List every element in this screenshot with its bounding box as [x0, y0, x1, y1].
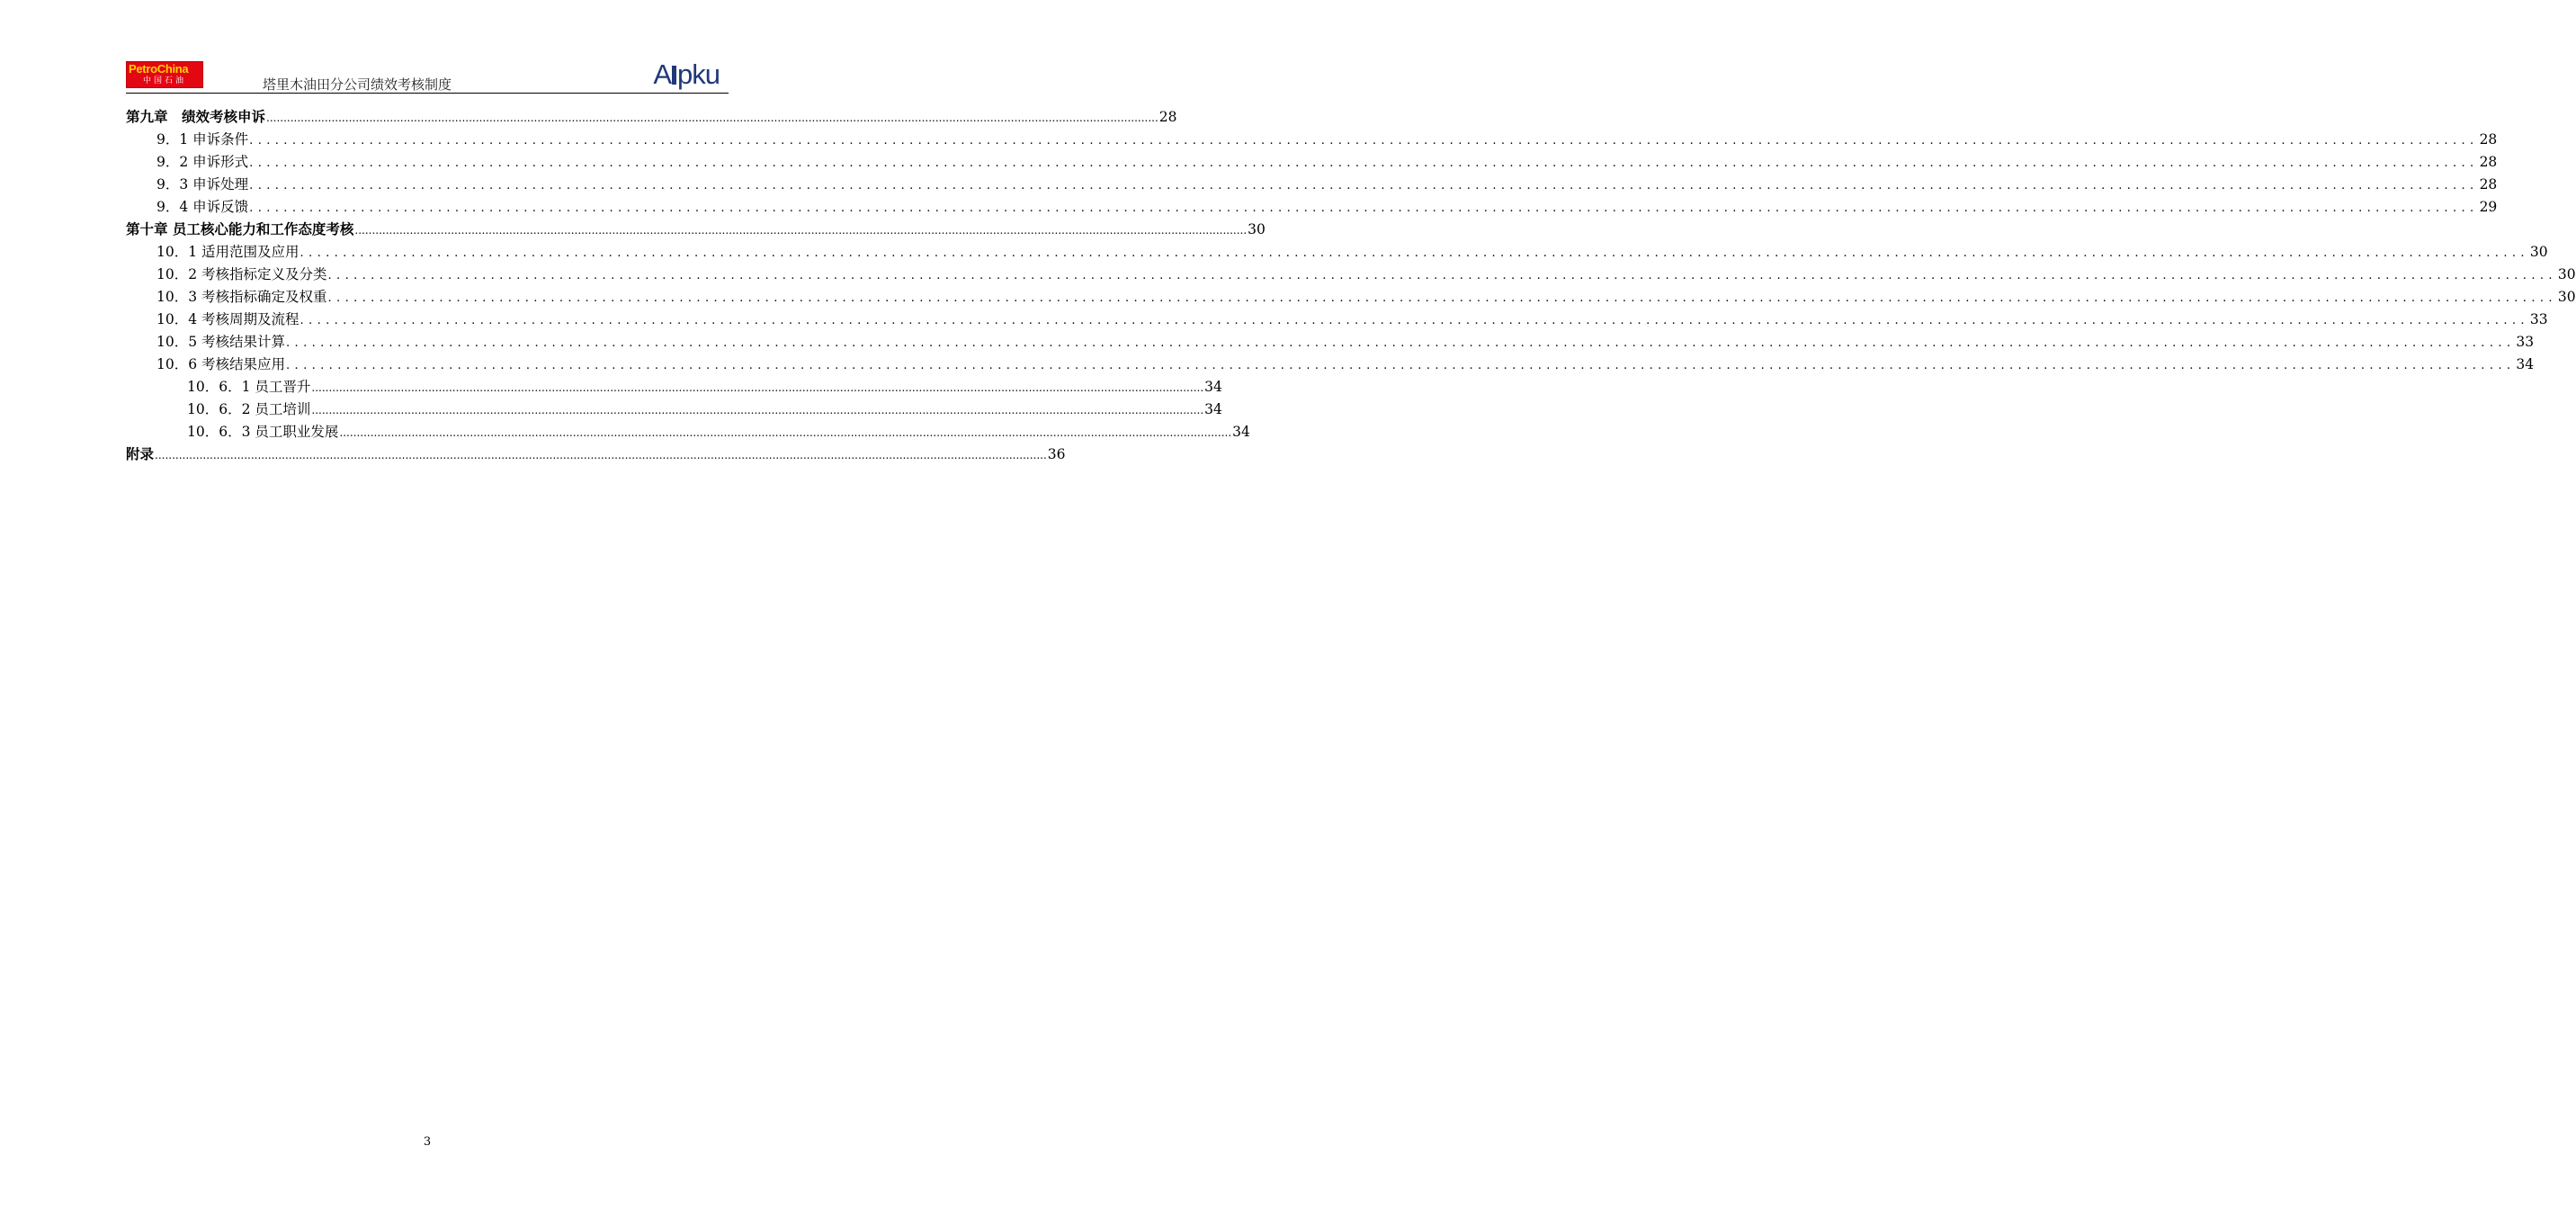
toc-entry-page: 30 — [1248, 221, 1266, 237]
toc-entry[interactable] — [126, 421, 1250, 443]
toc-entry-page: 28 — [2479, 131, 2498, 148]
toc-entry-title: 10．5 考核结果计算 — [157, 334, 286, 350]
toc-entry[interactable] — [126, 376, 1222, 399]
toc-leader-dots: .................................................................................................................................................................................................................................................................... — [249, 202, 2479, 215]
toc-leader-dots: .................................................................................................................................................................................................................................................................... — [249, 179, 2479, 193]
toc-entry-title: 10．3 考核指标确定及权重 — [157, 289, 327, 305]
toc-leader-dots: .................................................................................................................................................................................................................................................................... — [266, 112, 1158, 124]
toc-entry[interactable] — [126, 174, 2498, 196]
toc-entry-page: 29 — [2479, 199, 2498, 215]
toc-leader-dots: .................................................................................................................................................................................................................................................................... — [286, 359, 2516, 372]
toc-entry-page: 30 — [2557, 266, 2576, 282]
toc-leader-dots: .................................................................................................................................................................................................................................................................... — [327, 291, 2557, 305]
toc-entry-page: 28 — [1158, 109, 1177, 125]
toc-entry-page: 34 — [1232, 424, 1250, 440]
toc-leader-dots: .................................................................................................................................................................................................................................................................... — [249, 157, 2479, 170]
toc-entry[interactable] — [126, 399, 1222, 421]
toc-entry-page: 30 — [2557, 289, 2576, 305]
page-header — [126, 59, 729, 94]
toc-entry-title: 10．1 适用范围及应用 — [157, 244, 300, 260]
aipku-logo-pku: pku — [677, 58, 720, 90]
petrochina-logo-text: PetroChina — [129, 62, 189, 76]
toc-entry-title: 10．4 考核周期及流程 — [157, 311, 300, 327]
toc-entry-title: 10．6．3 员工职业发展 — [187, 424, 339, 440]
toc-entry-page: 34 — [2516, 356, 2535, 372]
toc-entry-page: 34 — [1204, 401, 1222, 417]
toc-leader-dots: .................................................................................................................................................................................................................................................................... — [300, 246, 2529, 260]
petrochina-logo — [126, 61, 203, 88]
toc-entry-title: 附录 — [126, 446, 155, 462]
toc-entry-page: 28 — [2479, 176, 2498, 193]
toc-entry[interactable] — [126, 219, 1266, 241]
toc-entry[interactable] — [126, 241, 2548, 264]
toc-leader-dots: .................................................................................................................................................................................................................................................................... — [311, 381, 1204, 394]
toc-entry[interactable] — [126, 264, 2576, 286]
toc-entry-title: 9．3 申诉处理 — [157, 176, 249, 193]
toc-entry-title: 10．6 考核结果应用 — [157, 356, 286, 372]
toc-entry-page: 30 — [2529, 244, 2548, 260]
toc-entry-title: 9．1 申诉条件 — [157, 131, 249, 148]
page-number: 3 — [423, 1135, 432, 1149]
toc-entry[interactable] — [126, 106, 1177, 129]
toc-entry[interactable] — [126, 151, 2498, 174]
toc-leader-dots: .................................................................................................................................................................................................................................................................... — [327, 269, 2557, 282]
toc-leader-dots: .................................................................................................................................................................................................................................................................... — [249, 134, 2479, 148]
document-title: 塔里木油田分公司绩效考核制度 — [263, 76, 452, 93]
toc-entry[interactable] — [126, 286, 2576, 309]
toc-entry-title: 10．2 考核指标定义及分类 — [157, 266, 327, 282]
toc-entry[interactable] — [126, 309, 2548, 331]
toc-entry-title: 9．2 申诉形式 — [157, 154, 249, 170]
aipku-logo — [653, 59, 720, 90]
toc-entry[interactable] — [126, 196, 2498, 219]
toc-entry-page: 34 — [1204, 379, 1222, 395]
toc-leader-dots: .................................................................................................................................................................................................................................................................... — [286, 336, 2516, 350]
toc-leader-dots: .................................................................................................................................................................................................................................................................... — [339, 426, 1232, 439]
toc-entry[interactable] — [126, 354, 2535, 376]
toc-entry-page: 36 — [1047, 446, 1066, 462]
toc-leader-dots: .................................................................................................................................................................................................................................................................... — [300, 314, 2529, 327]
toc-entry-page: 33 — [2529, 311, 2548, 327]
toc-leader-dots: .................................................................................................................................................................................................................................................................... — [311, 404, 1204, 416]
toc-entry-title: 第九章 绩效考核申诉 — [126, 109, 266, 125]
toc-leader-dots: .................................................................................................................................................................................................................................................................... — [155, 449, 1047, 461]
aipku-logo-a: A — [653, 58, 672, 90]
toc-leader-dots: .................................................................................................................................................................................................................................................................... — [354, 224, 1248, 237]
toc-entry-page: 33 — [2516, 334, 2535, 350]
toc-entry-title: 9．4 申诉反馈 — [157, 199, 249, 215]
toc-entry[interactable] — [126, 443, 1066, 466]
petrochina-logo-chinese: 中国石油 — [142, 76, 186, 85]
table-of-contents — [126, 106, 2576, 466]
toc-entry-title: 10．6．1 员工晋升 — [187, 379, 311, 395]
toc-entry[interactable] — [126, 331, 2535, 354]
toc-entry-page: 28 — [2479, 154, 2498, 170]
header-rule — [126, 93, 729, 94]
toc-entry-title: 第十章 员工核心能力和工作态度考核 — [126, 221, 354, 237]
toc-entry-title: 10．6．2 员工培训 — [187, 401, 311, 417]
aipku-logo-bar — [672, 66, 676, 85]
toc-entry[interactable] — [126, 129, 2498, 151]
